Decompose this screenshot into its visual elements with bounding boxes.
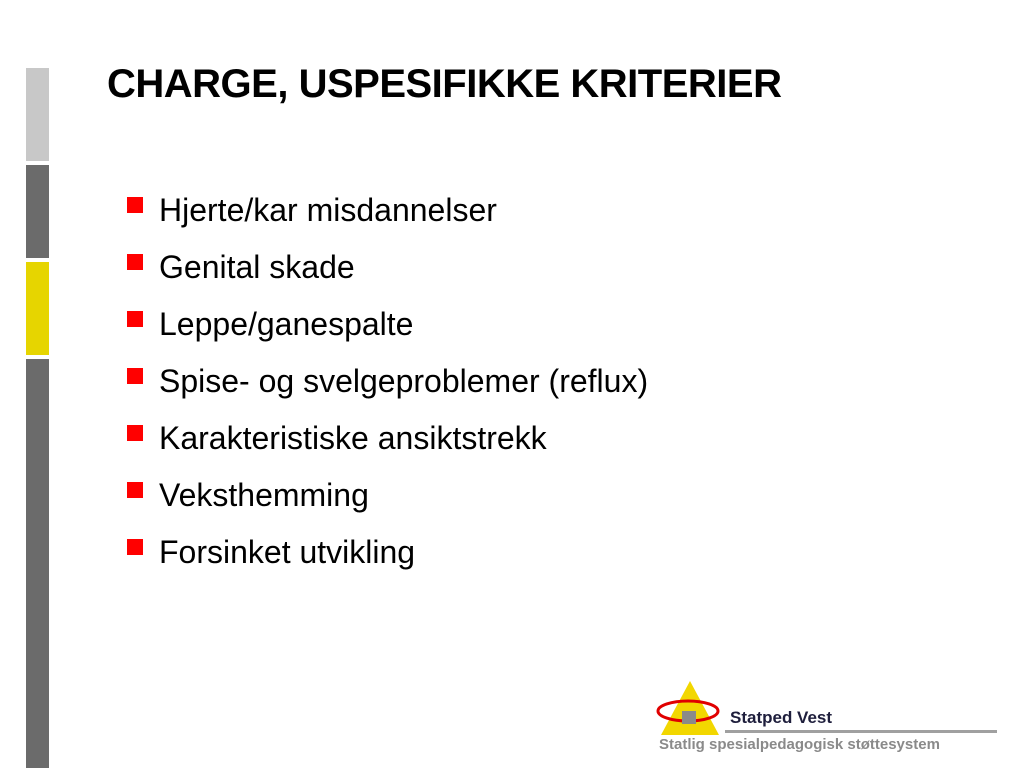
sidebar-segment-light: [26, 68, 49, 161]
bullet-item: [127, 529, 648, 586]
sidebar-segment-dark-long: [26, 359, 49, 768]
bullet-square-icon: [127, 197, 143, 213]
bullet-square-icon: [127, 254, 143, 270]
bullet-text: Hjerte/kar misdannelser: [159, 192, 497, 228]
bullet-text: Karakteristiske ansiktstrekk: [159, 420, 547, 456]
statped-logo: [655, 678, 1000, 758]
bullet-square-icon: [127, 539, 143, 555]
sidebar-segment-dark: [26, 165, 49, 258]
bullet-text: Leppe/ganespalte: [159, 306, 414, 342]
sidebar-decoration: [26, 68, 49, 768]
statped-emblem-icon: [655, 678, 730, 738]
bullet-square-icon: [127, 425, 143, 441]
logo-tagline: Statlig spesialpedagogisk støttesystem: [659, 736, 940, 753]
bullet-item: [127, 415, 648, 472]
bullet-item: [127, 187, 648, 244]
slide-title: CHARGE, USPESIFIKKE KRITERIER: [107, 62, 782, 106]
bullet-square-icon: [127, 368, 143, 384]
bullet-list: [127, 187, 648, 586]
bullet-text: Spise- og svelgeproblemer (reflux): [159, 363, 649, 399]
logo-name: Statped Vest: [730, 708, 833, 727]
bullet-square-icon: [127, 482, 143, 498]
bullet-item: [127, 358, 648, 415]
bullet-item: [127, 472, 648, 529]
sidebar-segment-accent: [26, 262, 49, 355]
bullet-item: [127, 244, 648, 301]
bullet-item: [127, 301, 648, 358]
bullet-text: Forsinket utvikling: [159, 534, 416, 570]
logo-divider: [725, 730, 997, 733]
bullet-square-icon: [127, 311, 143, 327]
bullet-text: Veksthemming: [159, 477, 369, 513]
bullet-text: Genital skade: [159, 249, 355, 285]
